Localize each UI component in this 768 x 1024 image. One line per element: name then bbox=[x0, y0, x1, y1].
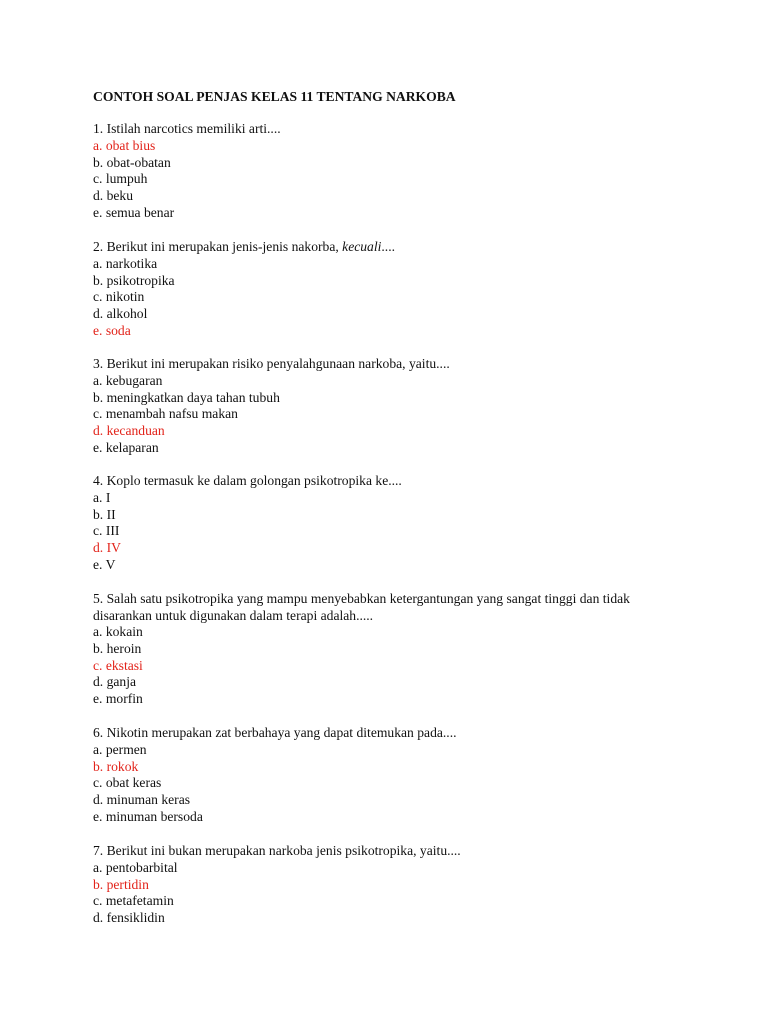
option-e: e. minuman bersoda bbox=[93, 808, 203, 824]
option-e: e. morfin bbox=[93, 691, 143, 707]
option-e-correct: e. soda bbox=[93, 322, 131, 338]
option-e: e. kelaparan bbox=[93, 439, 159, 455]
question-4 bbox=[93, 473, 683, 574]
question-text: 1. Istilah narcotics memiliki arti.... bbox=[93, 121, 281, 136]
option-a: a. kebugaran bbox=[93, 372, 163, 388]
question-6 bbox=[93, 725, 683, 826]
option-a: a. kokain bbox=[93, 624, 143, 639]
option-d: d. beku bbox=[93, 188, 134, 204]
question-text: 3. Berikut ini merupakan risiko penyalahgunaan narkoba, yaitu.... bbox=[93, 356, 450, 371]
option-c: c. menambah nafsu makan bbox=[93, 406, 238, 422]
option-a: a. I bbox=[93, 489, 111, 505]
page-title: CONTOH SOAL PENJAS KELAS 11 TENTANG NARKOBA bbox=[93, 89, 456, 104]
question-7 bbox=[93, 843, 683, 927]
question-3 bbox=[93, 356, 683, 457]
question-2 bbox=[93, 239, 683, 340]
option-e: e. semua benar bbox=[93, 204, 175, 220]
option-a-correct: a. obat bius bbox=[93, 137, 156, 153]
option-d-correct: d. IV bbox=[93, 540, 121, 556]
option-c: c. nikotin bbox=[93, 289, 145, 305]
option-c: c. metafetamin bbox=[93, 893, 174, 909]
option-d: d. minuman keras bbox=[93, 792, 191, 808]
question-1 bbox=[93, 121, 683, 222]
option-b: b. obat-obatan bbox=[93, 154, 171, 170]
question-text: 6. Nikotin merupakan zat berbahaya yang dapat ditemukan pada.... bbox=[93, 725, 457, 740]
option-b: b. II bbox=[93, 506, 116, 522]
option-d-correct: d. kecanduan bbox=[93, 423, 165, 439]
option-c: c. obat keras bbox=[93, 775, 162, 791]
option-c: c. lumpuh bbox=[93, 171, 148, 187]
option-a: a. permen bbox=[93, 741, 147, 757]
option-d: d. ganja bbox=[93, 674, 137, 690]
question-text: 7. Berikut ini bukan merupakan narkoba jenis psikotropika, yaitu.... bbox=[93, 843, 461, 858]
option-a: a. pentobarbital bbox=[93, 859, 178, 875]
question-text bbox=[93, 239, 683, 256]
option-d: d. fensiklidin bbox=[93, 910, 165, 926]
option-b-correct: b. rokok bbox=[93, 758, 139, 774]
question-text-italic: kecuali bbox=[342, 239, 382, 254]
option-c-correct: c. ekstasi bbox=[93, 657, 143, 673]
option-a: a. narkotika bbox=[93, 255, 158, 271]
option-d: d. alkohol bbox=[93, 306, 148, 322]
question-5 bbox=[93, 590, 683, 708]
option-b: b. meningkatkan daya tahan tubuh bbox=[93, 389, 280, 405]
question-text: 5. Salah satu psikotropika yang mampu menyebabkan ketergantungan yang sangat tinggi dan tidak disarankan untuk digunakan dalam terapi adalah..... bbox=[93, 591, 630, 623]
option-b: b. heroin bbox=[93, 640, 142, 656]
question-text: 4. Koplo termasuk ke dalam golongan psikotropika ke.... bbox=[93, 473, 402, 488]
option-b-correct: b. pertidin bbox=[93, 876, 149, 892]
question-text-before: 2. Berikut ini merupakan jenis-jenis nakorba, bbox=[93, 239, 343, 254]
question-text-after: .... bbox=[381, 239, 395, 254]
option-c: c. III bbox=[93, 523, 120, 539]
option-b: b. psikotropika bbox=[93, 272, 175, 288]
option-e: e. V bbox=[93, 556, 116, 572]
